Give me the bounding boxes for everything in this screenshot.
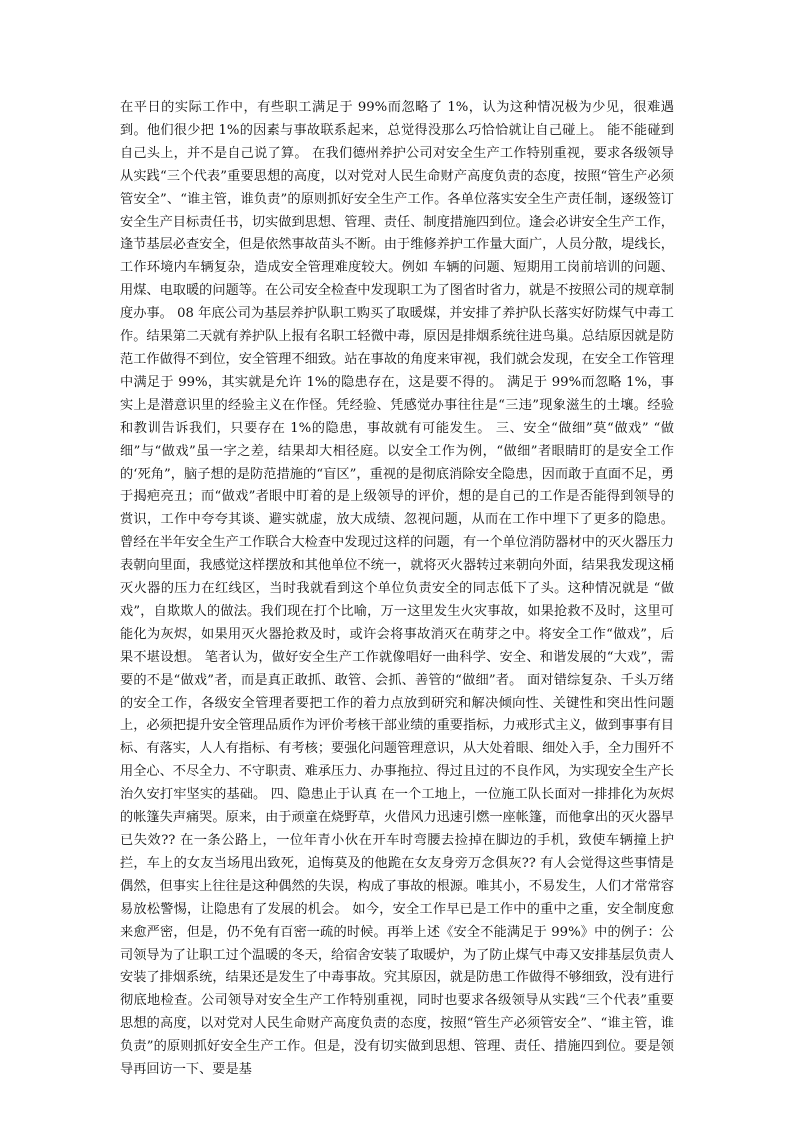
body-paragraph: 在平日的实际工作中，有些职工满足于 99%而忽略了 1%，认为这种情况极为少见，很难遇到。他们很少把 1%的因素与事故联系起来，总觉得没那么巧恰恰就让自己碰上。 能不能碰到自己头上，并不是自己说了算。 在我们德州养护公司对安全生产工作特别重视，要求各级领导从实践“三个代表”重要思想的高度，以对党对人民生命财产高度负责的态度，按照“管生产必须管安全”、“谁主管，谁负责”的原则抓好安全生产工作。各单位落实安全生产责任制，逐级签订安全生产目标责任书，切实做到思想、管理、责任、制度措施四到位。逢会必讲安全生产工作，逢节基层必查安全，但是依然事故苗头不断。由于维修养护工作量大面广，人员分散，堤线长，工作环境内车辆复杂，造成安全管理难度较大。例如 车辆的问题、短期用工岗前培训的问题、用煤、电取暖的问题等。在公司安全检查中发现职工为了图省时省力，就是不按照公司的规章制度办事。 08 年底公司为基层养护队职工购买了取暖煤，并安排了养护队长落实好防煤气中毒工作。结果第二天就有养护队上报有名职工轻微中毒，原因是排烟系统往进鸟巢。总结原因就是防范工作做得不到位，安全管理不细致。站在事故的角度来审视，我们就会发现，在安全工作管理中满足于 99%，其实就是允许 1%的隐患存在，这是要不得的。 满足于 99%而忽略 1%，事实上是潜意识里的经验主义在作怪。凭经验、凭感觉办事往往是“三违”现象滋生的土壤。经验和教训告诉我们，只要存在 1%的隐患，事故就有可能发生。 三、安全“做细”莫“做戏” “做细”与“做戏”虽一字之差，结果却大相径庭。以安全工作为例，“做细”者眼睛盯的是安全工作的‘死角”，脑子想的是防范措施的“盲区”，重视的是彻底消除安全隐患，因而敢于直面不足，勇于揭疤亮丑；而“做戏”者眼中盯着的是上级领导的评价，想的是自己的工作是否能得到领导的赏识，工作中夸夸其谈、避实就虚，放大成绩、忽视问题，从而在工作中埋下了更多的隐患。 曾经在半年安全生产工作联合大检查中发现过这样的问题，有一个单位消防器材中的灭火器压力表朝向里面，我感觉这样摆放和其他单位不统一，就将灭火器转过来朝向外面，结果我发现这桶灭火器的压力在红线区，当时我就看到这个单位负责安全的同志低下了头。这种情况就是 “做戏”，自欺欺人的做法。我们现在打个比喻，万一这里发生火灾事故，如果抢救不及时，这里可能化为灰烬，如果用灭火器抢救及时，或许会将事故消灭在萌芽之中。将安全工作“做戏”，后果不堪设想。 笔者认为，做好安全生产工作就像唱好一曲科学、安全、和谐发展的“大戏”，需要的不是“做戏”者，而是真正敢抓、敢管、会抓、善管的“做细”者。 面对错综复杂、千头万绪的安全工作，各级安全管理者要把工作的着力点放到研究和解决倾向性、关键性和突出性问题上，必须把提升安全管理品质作为评价考核干部业绩的重要指标，力戒形式主义，做到事事有目标、有落实，人人有指标、有考核；要强化问题管理意识，从大处着眼、细处入手，全力围歼不用全心、不尽全力、不守职责、难承压力、办事拖拉、得过且过的不良作风，为实现安全生产长治久安打牢坚实的基础。 四、隐患止于认真 在一个工地上，一位施工队长面对一排排化为灰烬的帐篷失声痛哭。原来，由于顽童在烧野草，火借风力迅速引燃一座帐篷，而他拿出的灭火器早已失效?? 在一条公路上，一位年青小伙在开车时弯腰去捡掉在脚边的手机，致使车辆撞上护拦，车上的女友当场甩出致死，追悔莫及的他跪在女友身旁万念俱灰?? 有人会觉得这些事情是偶然，但事实上往往是这种偶然的失误，构成了事故的根源。唯其小，不易发生，人们才常常容易放松警惕，让隐患有了发展的机会。 如今，安全工作早已是工作中的重中之重，安全制度愈来愈严密，但是，仍不免有百密一疏的时候。再举上述《安全不能满足于 99%》中的例子：公司领导为了让职工过个温暖的冬天，给宿舍安装了取暖炉，为了防止煤气中毒又安排基层负责人安装了排烟系统，结果还是发生了中毒事故。究其原因，就是防患工作做得不够细致，没有进行彻底地检查。公司领导对安全生产工作特别重视，同时也要求各级领导从实践“三个代表”重要思想的高度，以对党对人民生命财产高度负责的态度，按照“管生产必须管安全”、“谁主管，谁负责”的原则抓好安全生产工作。但是，没有切实做到思想、管理、责任、措施四到位。要是领导再回访一下、要是基	[120, 100, 679, 1078]
